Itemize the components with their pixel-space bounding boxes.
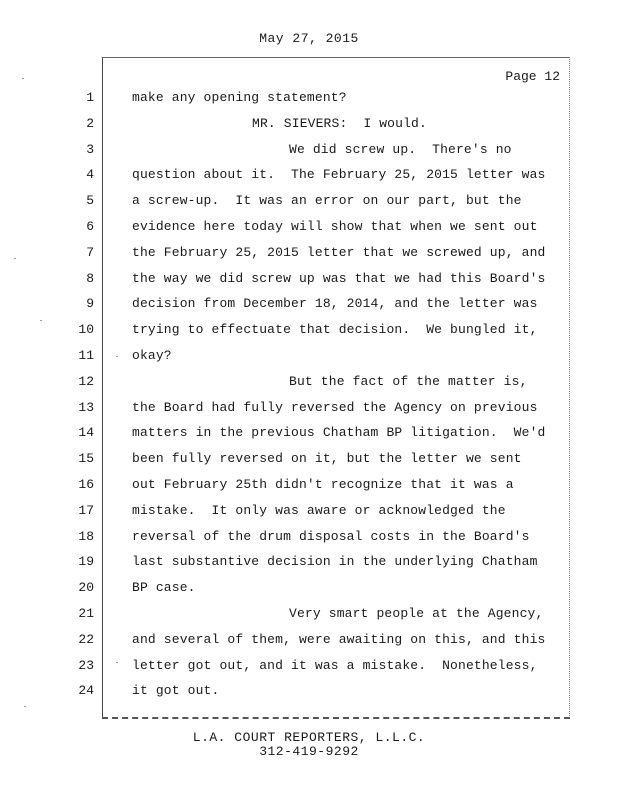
- line-number: 21: [78, 606, 94, 621]
- transcript-line: a screw-up. It was an error on our part, but the: [132, 193, 522, 208]
- transcript-line: We did screw up. There's no: [289, 142, 512, 157]
- transcript-line: BP case.: [132, 580, 196, 595]
- transcript-line: But the fact of the matter is,: [289, 374, 528, 389]
- line-number: 17: [78, 503, 94, 518]
- line-number: 3: [86, 142, 94, 157]
- line-number: 5: [86, 193, 94, 208]
- page-number: Page 12: [505, 69, 560, 84]
- transcript-line: and several of them, were awaiting on this, and this: [132, 632, 546, 647]
- line-number: 12: [78, 374, 94, 389]
- line-number: 22: [78, 632, 94, 647]
- transcript-line: question about it. The February 25, 2015 letter was: [132, 167, 546, 182]
- line-number: 9: [86, 296, 94, 311]
- transcript-line: it got out.: [132, 683, 220, 698]
- transcript-line: okay?: [132, 348, 172, 363]
- scan-speck: [24, 706, 26, 707]
- footer-phone: 312-419-9292: [259, 744, 359, 759]
- line-number: 14: [78, 425, 94, 440]
- line-number: 19: [78, 554, 94, 569]
- line-number: 11: [78, 348, 94, 363]
- line-number: 4: [86, 167, 94, 182]
- scan-speck: [40, 320, 42, 321]
- line-number: 8: [86, 271, 94, 286]
- transcript-line: last substantive decision in the underlying Chatham: [132, 554, 538, 569]
- transcript-line: the Board had fully reversed the Agency on previous: [132, 400, 538, 415]
- line-number: 7: [86, 245, 94, 260]
- transcript-line: decision from December 18, 2014, and the letter was: [132, 296, 538, 311]
- transcript-line: MR. SIEVERS: I would.: [252, 116, 427, 131]
- transcript-line: out February 25th didn't recognize that it was a: [132, 477, 514, 492]
- line-number: 20: [78, 580, 94, 595]
- line-number: 2: [86, 116, 94, 131]
- scan-speck: [116, 662, 118, 663]
- line-number: 10: [78, 322, 94, 337]
- line-number: 23: [78, 658, 94, 673]
- scan-speck: [116, 356, 118, 357]
- line-number: 6: [86, 219, 94, 234]
- transcript-line: letter got out, and it was a mistake. Nonetheless,: [132, 658, 538, 673]
- frame-bottom-rule: [102, 717, 570, 719]
- scan-speck: [14, 258, 16, 259]
- header-date: May 27, 2015: [259, 31, 359, 46]
- transcript-line: the February 25, 2015 letter that we screwed up, and: [132, 245, 546, 260]
- transcript-line: matters in the previous Chatham BP litigation. We'd: [132, 425, 546, 440]
- transcript-line: been fully reversed on it, but the letter we sent: [132, 451, 522, 466]
- transcript-line: Very smart people at the Agency,: [289, 606, 544, 621]
- transcript-line: make any opening statement?: [132, 90, 347, 105]
- scan-speck: [22, 78, 24, 79]
- footer-company: L.A. COURT REPORTERS, L.L.C.: [192, 730, 426, 745]
- transcript-line: reversal of the drum disposal costs in the Board's: [132, 529, 530, 544]
- transcript-line: trying to effectuate that decision. We bungled it,: [132, 322, 538, 337]
- line-number: 1: [86, 90, 94, 105]
- transcript-line: mistake. It only was aware or acknowledged the: [132, 503, 506, 518]
- transcript-line: the way we did screw up was that we had this Board's: [132, 271, 546, 286]
- line-number: 16: [78, 477, 94, 492]
- transcript-line: evidence here today will show that when we sent out: [132, 219, 538, 234]
- line-number: 18: [78, 529, 94, 544]
- line-number: 24: [78, 683, 94, 698]
- line-number: 15: [78, 451, 94, 466]
- line-number: 13: [78, 400, 94, 415]
